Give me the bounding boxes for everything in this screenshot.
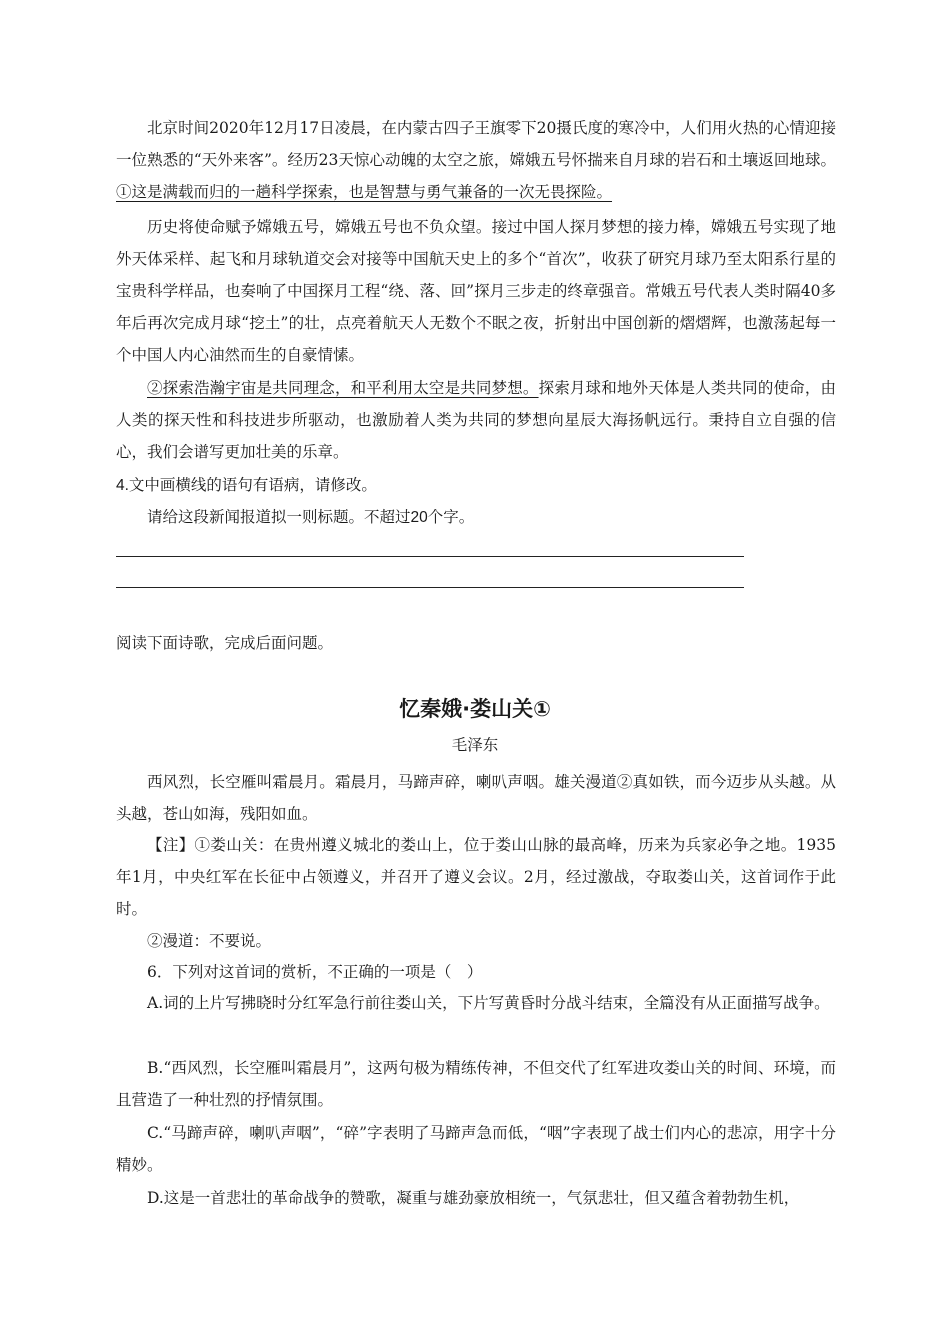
section-intro: 阅读下面诗歌，完成后面问题。 <box>116 635 334 652</box>
passage-paragraph-1 <box>116 112 836 208</box>
question-5-prompt: 请给这段新闻报道拟一则标题。不超过20个字。 <box>147 509 475 526</box>
poem-body: 西风烈，长空雁叫霜晨月。霜晨月，马蹄声碎，喇叭声咽。雄关漫道②真如铁，而今迈步从头越。从头越，苍山如海，残阳如血。 <box>116 773 836 823</box>
answer-line-1 <box>116 556 744 557</box>
question-6-option-d: D.这是一首悲壮的革命战争的赞歌，凝重与雄劲豪放相统一，气氛悲壮，但又蕴含着勃勃生机， <box>147 1189 800 1207</box>
question-6-option-a: A.词的上片写拂晓时分红军急行前往娄山关，下片写黄昏时分战斗结束，全篇没有从正面描写战争。 <box>147 994 830 1012</box>
underlined-sentence-1: ①这是满载而归的一趟科学探索，也是智慧与勇气兼备的一次无畏探险。 <box>116 183 613 201</box>
passage-paragraph-3 <box>116 372 836 468</box>
underlined-sentence-2: ②探索浩瀚宇宙是共同理念，和平利用太空是共同梦想。 <box>147 379 539 397</box>
passage-paragraph-2 <box>116 211 836 371</box>
question-6-option-b: B.“西风烈，长空雁叫霜晨月”，这两句极为精练传神，不但交代了红军进攻娄山关的时间、环境，而且营造了一种壮烈的抒情氛围。 <box>116 1059 836 1109</box>
question-6-option-c: C.“马蹄声碎，喇叭声咽”，“碎”字表明了马蹄声急而低，“咽”字表现了战士们内心的悲凉，用字十分精妙。 <box>116 1124 836 1174</box>
paragraph-2-text: 历史将使命赋予嫦娥五号，嫦娥五号也不负众望。接过中国人探月梦想的接力棒，嫦娥五号实现了地外天体采样、起飞和月球轨道交会对接等中国航天史上的多个“首次”，收获了研究月球乃至太阳系行星的宝贵科学样品，也奏响了中国探月工程“绕、落、回”探月三步走的终章强音。常娥五号代表人类时隔40多年后再次完成月球“挖土”的壮，点亮着航天人无数个不眠之夜，折射出中国创新的熠熠辉，也激荡起每一个中国人内心油然而生的自豪情愫。 <box>116 218 836 364</box>
answer-line-2 <box>116 587 744 588</box>
poem-author: 毛泽东 <box>451 736 499 754</box>
note-1: 【注】①娄山关：在贵州遵义城北的娄山上，位于娄山山脉的最高峰，历来为兵家必争之地。1935年1月，中央红军在长征中占领遵义，并召开了遵义会议。2月，经过激战，夺取娄山关，这首词作于此时。 <box>116 836 836 918</box>
poem-title: 忆秦娥·娄山关① <box>399 697 551 721</box>
question-4: 4.文中画横线的语句有语病，请修改。 <box>116 477 377 494</box>
question-6-stem: 6．下列对这首词的赏析，不正确的一项是（ ） <box>147 963 483 981</box>
paragraph-1-text: 北京时间2020年12月17日凌晨，在内蒙古四子王旗零下20摄氏度的寒冷中，人们用火热的心情迎接一位熟悉的“天外来客”。经历23天惊心动魄的太空之旅，嫦娥五号怀揣来自月球的岩石和土壤返回地球。 <box>116 119 836 169</box>
paragraph-3-text: 探索月球和地外天体是人类共同的使命，由人类的探天性和科技进步所驱动，也激励着人类为共同的梦想向星辰大海扬帆远行。秉持自立自强的信心，我们会谱写更加壮美的乐章。 <box>116 379 836 461</box>
note-2: ②漫道：不要说。 <box>147 932 272 950</box>
